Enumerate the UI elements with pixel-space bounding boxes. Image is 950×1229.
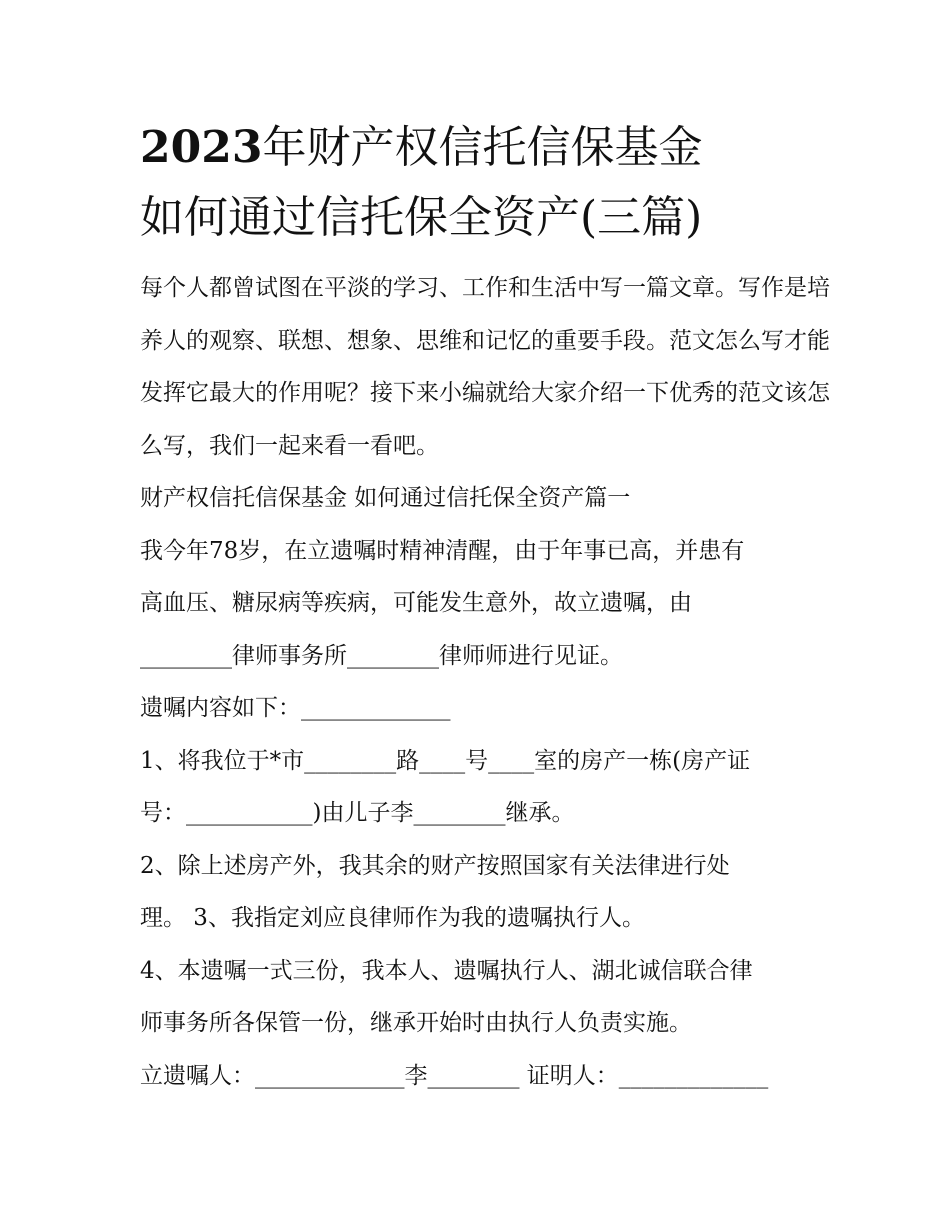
will-intro-line-3: ________律师事务所________律师师进行见证。 (140, 642, 623, 669)
document-page (140, 118, 830, 1102)
item-2-line-2: 理。 3、我指定刘应良律师作为我的遗嘱执行人。 (140, 905, 645, 931)
item-4-line-1: 4、本遗嘱一式三份，我本人、遗嘱执行人、湖北诚信联合律 (140, 957, 753, 984)
document-body (140, 262, 830, 1102)
signature-line: 立遗嘱人：_____________李________ 证明人：_____________ (140, 1062, 769, 1089)
section-heading: 财产权信托信保基金 如何通过信托保全资产篇一 (140, 485, 631, 511)
intro-paragraph: 每个人都曾试图在平淡的学习、工作和生活中写一篇文章。写作是培养人的观察、联想、想象、思维和记忆的重要手段。范文怎么写才能发挥它最大的作用呢？接下来小编就给大家介绍一下优秀的范文该怎么写，我们一起来看一看吧。 (140, 275, 830, 459)
item-1-line-1: 1、将我位于*市________路____号____室的房产一栋(房产证 (140, 747, 751, 774)
document-title (140, 118, 830, 248)
will-intro-line-2: 高血压、糖尿病等疾病，可能发生意外，故立遗嘱，由 (140, 590, 692, 616)
title-year: 2023 (140, 122, 263, 173)
item-2-line-1: 2、除上述房产外，我其余的财产按照国家有关法律进行处 (140, 852, 730, 879)
title-line-1 (140, 118, 830, 178)
title-line-1-text: 年财产权信托信保基金 (262, 122, 703, 173)
title-line-2: 如何通过信托保全资产(三篇) (140, 192, 703, 243)
will-content-label: 遗嘱内容如下：_____________ (140, 695, 451, 721)
will-intro-line-1: 我今年78岁，在立遗嘱时精神清醒，由于年事已高，并患有 (140, 537, 745, 564)
item-1-line-2: 号：___________)由儿子李________继承。 (140, 800, 575, 826)
item-4-line-2: 师事务所各保管一份，继承开始时由执行人负责实施。 (140, 1010, 692, 1036)
